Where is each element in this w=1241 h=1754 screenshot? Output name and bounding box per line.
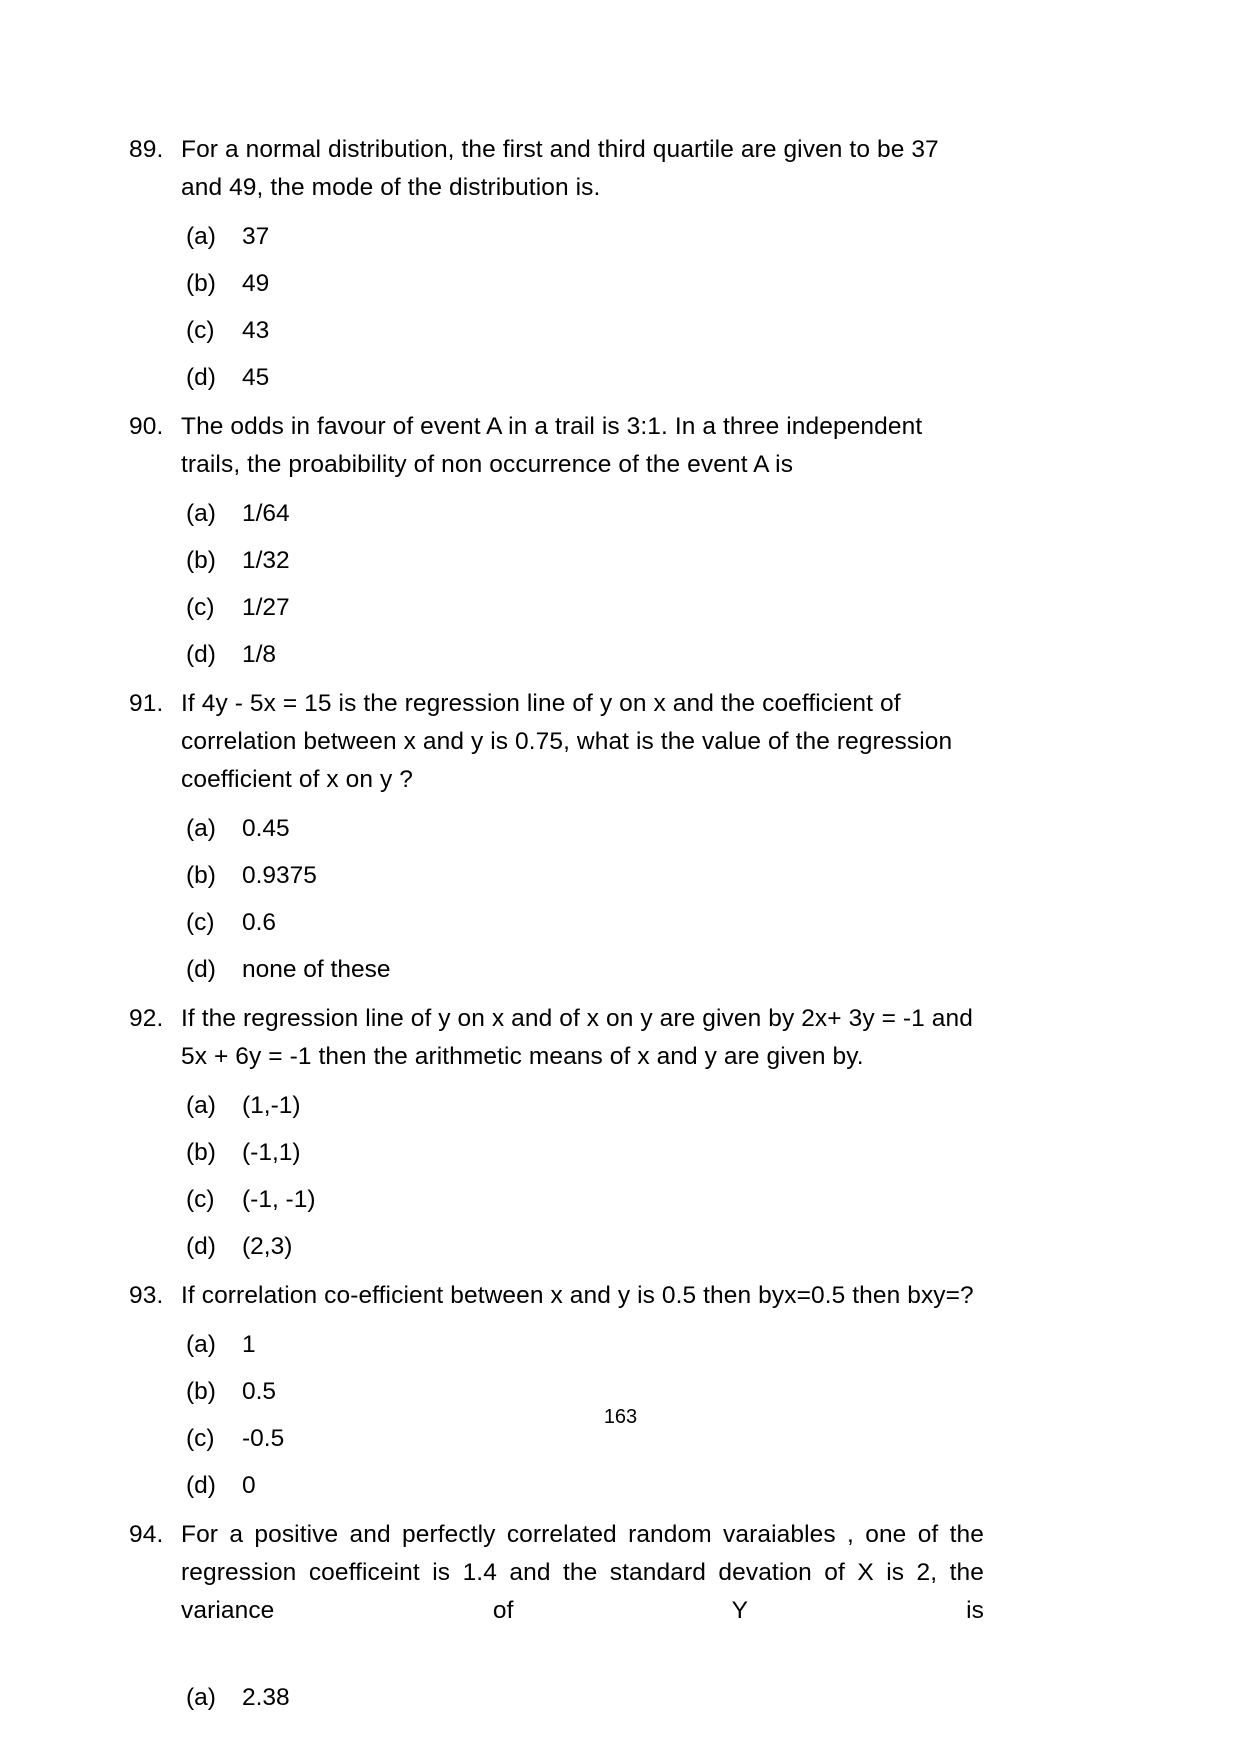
option-label: (d) [186,956,216,983]
question-number: 94. [129,1521,164,1548]
option-text: 0.45 [242,815,290,842]
option-label: (b) [186,1378,216,1405]
option-list [129,1089,984,1264]
question-row [129,408,984,484]
question-row [129,1516,984,1668]
option-label: (a) [186,1331,216,1358]
option-item[interactable] [186,812,984,846]
question-number: 93. [129,1282,164,1309]
question-row [129,685,984,799]
question-block [129,408,984,672]
option-label: (b) [186,862,216,889]
option-label: (b) [186,1139,216,1166]
option-label: (a) [186,1684,216,1711]
option-item[interactable] [186,314,984,348]
option-label: (c) [186,594,215,621]
option-text: 45 [242,364,270,391]
option-text: 37 [242,223,270,250]
option-item[interactable] [186,638,984,672]
option-item[interactable] [186,361,984,395]
option-text: (1,-1) [242,1092,301,1119]
option-label: (c) [186,909,215,936]
option-text: (-1, -1) [242,1186,316,1213]
option-item[interactable] [186,1328,984,1362]
option-label: (a) [186,815,216,842]
option-item[interactable] [186,1230,984,1264]
question-block [129,685,984,987]
option-text: 0.5 [242,1378,277,1405]
option-label: (c) [186,1186,215,1213]
question-block [129,131,984,395]
option-item[interactable] [186,1089,984,1123]
option-text: (2,3) [242,1233,293,1260]
option-label: (d) [186,641,216,668]
option-label: (c) [186,1425,215,1452]
question-number: 89. [129,136,164,163]
option-item[interactable] [186,1183,984,1217]
option-item[interactable] [186,906,984,940]
question-row [129,131,984,207]
option-text: 1 [242,1331,256,1358]
option-text: 0 [242,1472,256,1499]
option-item[interactable] [186,1136,984,1170]
question-text: For a positive and perfectly correlated random varaiables , one of the regression coefficeint is 1.4 and the standard devation of X is 2, the variance of Y is [181,1521,984,1624]
option-text: 49 [242,270,270,297]
question-text: If the regression line of y on x and of x on y are given by 2x+ 3y = -1 and 5x + 6y = -1 then the arithmetic means of x and y are given by. [181,1005,973,1070]
option-text: 0.6 [242,909,277,936]
question-block [129,1516,984,1715]
question-text: The odds in favour of event A in a trail is 3:1. In a three independent trails, the proabibility of non occurrence of the event A is [181,413,923,478]
option-item[interactable] [186,859,984,893]
option-label: (d) [186,364,216,391]
question-number: 90. [129,413,164,440]
option-list [129,220,984,395]
question-text: For a normal distribution, the first and third quartile are given to be 37 and 49, the mode of the distribution is. [181,136,939,201]
question-block [129,1277,984,1503]
option-item[interactable] [186,220,984,254]
question-text: If 4y - 5x = 15 is the regression line of y on x and the coefficient of correlation between x and y is 0.75, what is the value of the regression coefficient of x on y ? [181,690,953,793]
option-item[interactable] [186,1469,984,1503]
question-row [129,1277,984,1315]
option-item[interactable] [186,953,984,987]
option-text: 1/32 [242,547,290,574]
option-list [129,1681,984,1715]
question-block [129,1000,984,1264]
question-number: 91. [129,690,164,717]
option-label: (a) [186,1092,216,1119]
option-text: (-1,1) [242,1139,301,1166]
option-list [129,497,984,672]
option-item[interactable] [186,497,984,531]
option-label: (d) [186,1233,216,1260]
option-text: 1/27 [242,594,290,621]
option-list [129,812,984,987]
option-text: 2.38 [242,1684,290,1711]
option-label: (a) [186,223,216,250]
option-text: 1/8 [242,641,277,668]
option-item[interactable] [186,544,984,578]
option-item[interactable] [186,267,984,301]
option-label: (b) [186,270,216,297]
option-text: 43 [242,317,270,344]
option-label: (a) [186,500,216,527]
option-item[interactable] [186,591,984,625]
option-text: 1/64 [242,500,290,527]
page-number: 163 [603,1406,638,1428]
option-text: none of these [242,956,391,983]
option-label: (b) [186,547,216,574]
option-text: -0.5 [242,1425,285,1452]
question-number: 92. [129,1005,164,1032]
question-row [129,1000,984,1076]
option-label: (d) [186,1472,216,1499]
question-text: If correlation co-efficient between x and y is 0.5 then byx=0.5 then bxy=? [181,1282,974,1309]
option-text: 0.9375 [242,862,317,889]
option-item[interactable] [186,1681,984,1715]
option-label: (c) [186,317,215,344]
question-list [129,131,984,1728]
